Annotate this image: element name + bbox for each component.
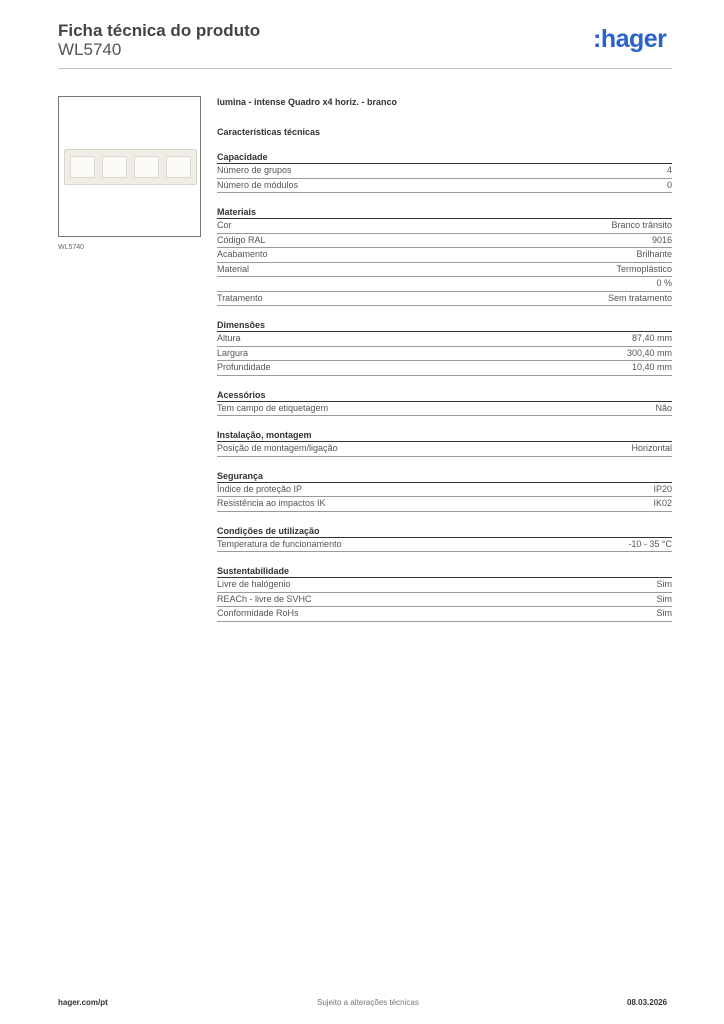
spec-value: Sim bbox=[656, 593, 672, 604]
image-caption: WL5740 bbox=[58, 244, 85, 251]
spec-section bbox=[217, 389, 672, 417]
spec-section bbox=[217, 525, 672, 553]
section-title: Condições de utilização bbox=[217, 525, 672, 538]
spec-row bbox=[217, 277, 672, 292]
spec-value: Branco trânsito bbox=[611, 220, 672, 230]
section-title: Capacidade bbox=[217, 151, 672, 164]
spec-label: Livre de halógenio bbox=[217, 579, 291, 589]
section-title: Dimensões bbox=[217, 319, 672, 332]
spec-row bbox=[217, 234, 672, 249]
frame-illustration bbox=[64, 149, 197, 185]
spec-label: Acabamento bbox=[217, 249, 268, 259]
section-title: Segurança bbox=[217, 470, 672, 483]
section-title: Instalação, montagem bbox=[217, 429, 672, 442]
frame-slot bbox=[102, 156, 127, 178]
spec-value: 4 bbox=[666, 165, 672, 175]
spec-value: 300,40 mm bbox=[626, 347, 672, 358]
spec-row bbox=[217, 538, 672, 553]
spec-row bbox=[217, 292, 672, 307]
product-description: lumina - intense Quadro x4 horiz. - branco bbox=[217, 97, 398, 107]
spec-row bbox=[217, 179, 672, 194]
spec-row bbox=[217, 483, 672, 498]
spec-label: Largura bbox=[217, 347, 249, 358]
spec-label: Tratamento bbox=[217, 292, 263, 303]
spec-row bbox=[217, 497, 672, 512]
spec-value: 87,40 mm bbox=[631, 333, 672, 343]
frame-slot bbox=[70, 156, 95, 178]
spec-label: REACh - livre de SVHC bbox=[217, 593, 312, 604]
spec-value: 9016 bbox=[651, 234, 672, 245]
spec-section bbox=[217, 151, 672, 193]
spec-value: Sim bbox=[656, 579, 672, 589]
frame-slot bbox=[134, 156, 159, 178]
spec-label: Tem campo de etiquetagem bbox=[217, 402, 329, 413]
spec-value: Não bbox=[655, 402, 672, 413]
spec-section bbox=[217, 565, 672, 622]
spec-sections bbox=[217, 151, 672, 622]
spec-row bbox=[217, 219, 672, 234]
spec-section bbox=[217, 429, 672, 457]
product-code: WL5740 bbox=[58, 40, 122, 59]
spec-value: Termoplástico bbox=[616, 263, 672, 274]
spec-row bbox=[217, 361, 672, 376]
header-divider bbox=[58, 68, 672, 69]
spec-row bbox=[217, 248, 672, 263]
spec-value: Sim bbox=[656, 608, 672, 618]
spec-row bbox=[217, 442, 672, 457]
hager-logo: :hager bbox=[593, 25, 667, 53]
section-title: Materiais bbox=[217, 206, 672, 219]
spec-section bbox=[217, 319, 672, 376]
spec-row bbox=[217, 347, 672, 362]
spec-value: 10,40 mm bbox=[631, 362, 672, 372]
section-title: Acessórios bbox=[217, 389, 672, 402]
footer-notice: Sujeito a alterações técnicas bbox=[317, 998, 419, 1007]
spec-label: Índice de proteção IP bbox=[217, 483, 303, 494]
footer-website[interactable]: hager.com/pt bbox=[58, 998, 108, 1007]
spec-value: -10 - 35 °C bbox=[628, 538, 672, 549]
spec-value: Sem tratamento bbox=[607, 292, 672, 303]
spec-label: Resistência ao impactos IK bbox=[217, 498, 326, 508]
spec-value: Horizontal bbox=[631, 443, 672, 453]
spec-label: Número de grupos bbox=[217, 165, 292, 175]
spec-row bbox=[217, 607, 672, 622]
page-title: Ficha técnica do produto bbox=[58, 21, 261, 40]
spec-row bbox=[217, 263, 672, 278]
spec-row bbox=[217, 402, 672, 417]
spec-label: Código RAL bbox=[217, 234, 266, 245]
section-title: Sustentabilidade bbox=[217, 565, 672, 578]
spec-value: IP20 bbox=[653, 483, 672, 494]
spec-label: Profundidade bbox=[217, 362, 271, 372]
product-image bbox=[58, 96, 201, 237]
frame-slot bbox=[166, 156, 191, 178]
spec-label: Posição de montagem/ligação bbox=[217, 443, 338, 453]
spec-label: Temperatura de funcionamento bbox=[217, 538, 342, 549]
spec-row bbox=[217, 578, 672, 593]
spec-label: Número de módulos bbox=[217, 179, 299, 190]
spec-row bbox=[217, 332, 672, 347]
spec-section bbox=[217, 470, 672, 512]
spec-label: Cor bbox=[217, 220, 232, 230]
spec-value: Brilhante bbox=[636, 249, 672, 259]
spec-section bbox=[217, 206, 672, 306]
spec-row bbox=[217, 593, 672, 608]
technical-characteristics-heading: Características técnicas bbox=[217, 127, 321, 137]
spec-value: 0 % bbox=[656, 278, 672, 288]
spec-value: IK02 bbox=[653, 498, 672, 508]
spec-label: Conformidade RoHs bbox=[217, 608, 299, 618]
spec-label: Altura bbox=[217, 333, 241, 343]
spec-value: 0 bbox=[666, 179, 672, 190]
spec-label: Material bbox=[217, 263, 250, 274]
spec-sheet bbox=[217, 96, 672, 622]
spec-row bbox=[217, 164, 672, 179]
footer-date: 08.03.2026 bbox=[627, 998, 668, 1007]
